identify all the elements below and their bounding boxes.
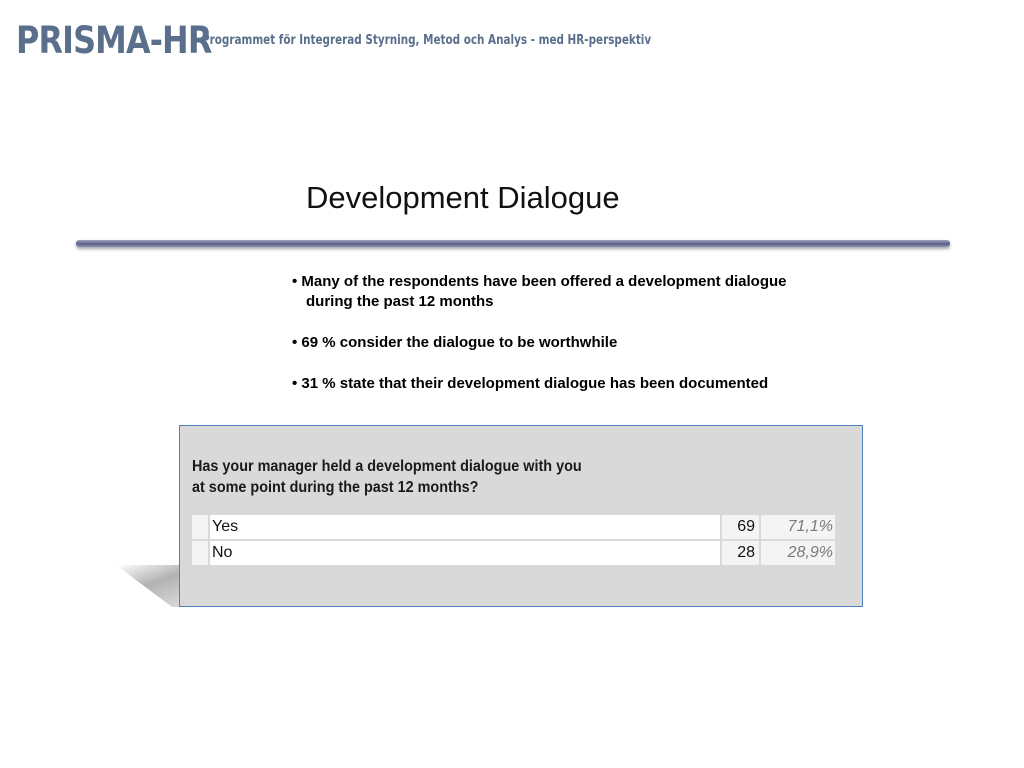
bullet-text: • 31 % state that their development dialogue has been documented [292, 375, 769, 392]
title-divider [76, 240, 950, 247]
bullet-text: • Many of the respondents have been offered a development dialogue [292, 273, 787, 290]
survey-question [192, 456, 660, 498]
prisma-hr-logo: PRISMA-HR [16, 18, 212, 62]
survey-panel [179, 425, 863, 607]
row-marker-cell [192, 541, 208, 565]
bullet-text: • 69 % consider the dialogue to be worthwhile [292, 334, 618, 351]
answer-label: Yes [210, 515, 720, 539]
answer-percent: 28,9% [761, 541, 835, 565]
row-marker-cell [192, 515, 208, 539]
survey-question-line: at some point during the past 12 months? [192, 479, 479, 496]
answer-count: 28 [722, 541, 759, 565]
survey-results-table [192, 515, 835, 567]
survey-question-line: Has your manager held a development dialogue with you [192, 458, 582, 475]
table-row [192, 541, 835, 565]
header-tagline: Programmet för Integrerad Styrning, Metod och Analys - med HR-perspektiv [202, 32, 652, 48]
answer-count: 69 [722, 515, 759, 539]
answer-percent: 71,1% [761, 515, 835, 539]
bullet-text-continued: during the past 12 months [306, 293, 494, 310]
table-row [192, 515, 835, 539]
slide-title: Development Dialogue [306, 180, 620, 215]
bullet-item [292, 333, 892, 353]
bullet-item [292, 272, 892, 312]
header [16, 18, 763, 62]
bullet-item [292, 374, 892, 394]
answer-label: No [210, 541, 720, 565]
